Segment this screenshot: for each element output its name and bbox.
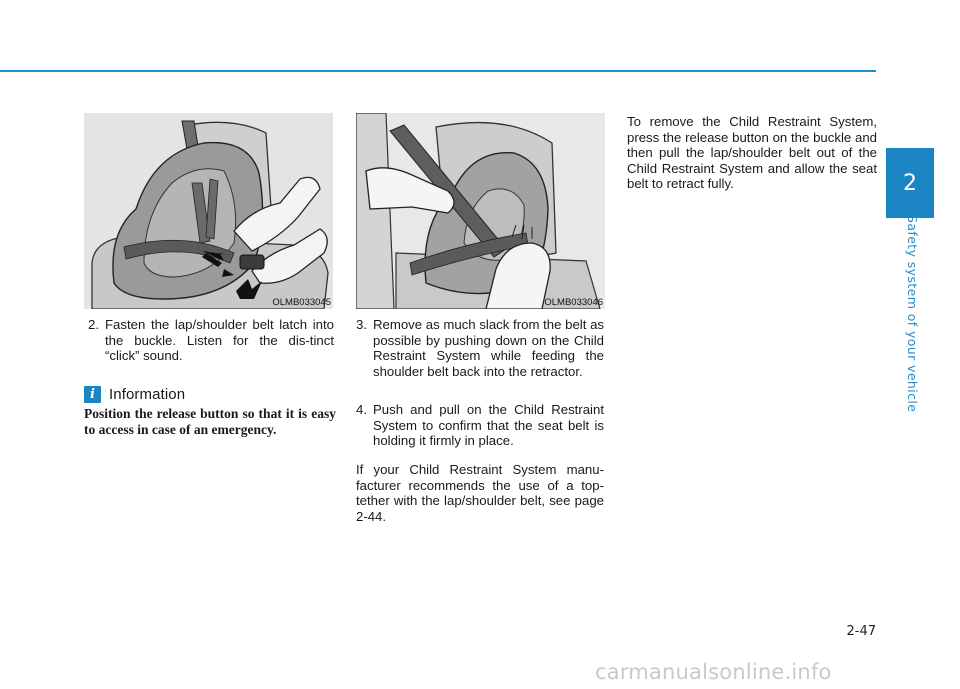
step-2: [88, 317, 334, 364]
chapter-tab: [886, 148, 934, 218]
watermark-text: carmanualsonline.info: [595, 660, 832, 684]
figure-remove-slack: [356, 113, 605, 309]
figure-fasten-buckle: [84, 113, 333, 309]
header-rule: [0, 70, 876, 72]
step-text: Push and pull on the Child Restraint System to confirm that the seat belt is holding it firmly in place.: [373, 402, 604, 449]
chapter-number: 2: [903, 170, 917, 196]
step-3: [356, 317, 604, 379]
chapter-title: Safety system of your vehicle: [905, 215, 920, 413]
step-4: [356, 402, 604, 449]
step-text: Remove as much slack from the belt as possible by pushing down on the Child Restraint System while feeding the shoulder belt back into the retractor.: [373, 317, 604, 379]
information-body: Position the release button so that it is easy to access in case of an emergency.: [84, 406, 336, 437]
figure-code: OLMB033045: [272, 297, 331, 308]
removal-paragraph: To remove the Child Restraint System, press the release button on the buckle and then pull the lap/shoulder belt out of the Child Restraint System and allow the seat belt to retract fully.: [627, 114, 877, 192]
step-text: Fasten the lap/shoulder belt latch into the buckle. Listen for the dis-tinct “click” sound.: [105, 317, 334, 364]
information-title: Information: [109, 385, 186, 403]
info-icon: i: [84, 386, 101, 403]
top-tether-paragraph: If your Child Restraint System manu-facturer recommends the use of a top-tether with the lap/shoulder belt, see page 2-44.: [356, 462, 604, 524]
step-number: 4.: [356, 402, 367, 417]
child-seat-buckle-illustration: [84, 113, 333, 309]
page-number: 2-47: [846, 624, 876, 639]
step-number: 2.: [88, 317, 99, 332]
information-heading: [84, 384, 185, 404]
step-number: 3.: [356, 317, 367, 332]
child-seat-slack-illustration: [356, 113, 605, 309]
figure-code: OLMB033046: [544, 297, 603, 308]
